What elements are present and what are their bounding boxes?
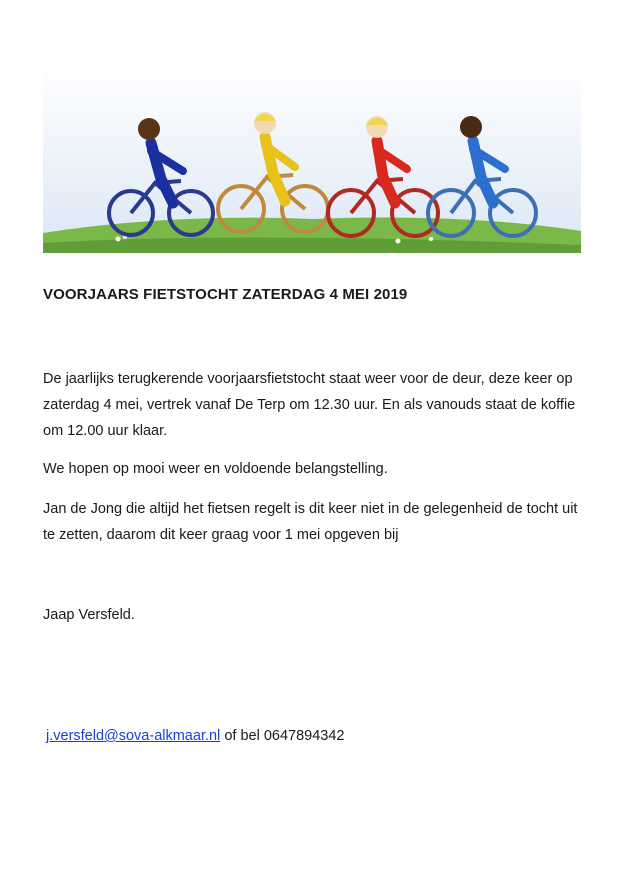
weather-paragraph: We hopen op mooi weer en voldoende belangstelling. xyxy=(43,461,388,477)
contact-line xyxy=(46,723,591,749)
document-title: VOORJAARS FIETSTOCHT ZATERDAG 4 MEI 2019 xyxy=(43,286,408,303)
signature: Jaap Versfeld. xyxy=(43,607,135,623)
intro-paragraph: De jaarlijks terugkerende voorjaarsfietstocht staat weer voor de deur, deze keer op zaterdag 4 mei, vertrek vanaf De Terp om 12.30 uur. En als vanouds staat de koffie om 12.00 uur klaar. xyxy=(43,371,576,439)
cycling-banner-image xyxy=(43,63,581,253)
registration-paragraph: Jan de Jong die altijd het fietsen regelt is dit keer niet in de gelegenheid de tocht uit te zetten, daarom dit keer graag voor 1 mei opgeven bij xyxy=(43,501,578,543)
email-link[interactable]: j.versfeld@sova-alkmaar.nl xyxy=(46,728,221,744)
phone-text: of bel 0647894342 xyxy=(220,728,345,744)
